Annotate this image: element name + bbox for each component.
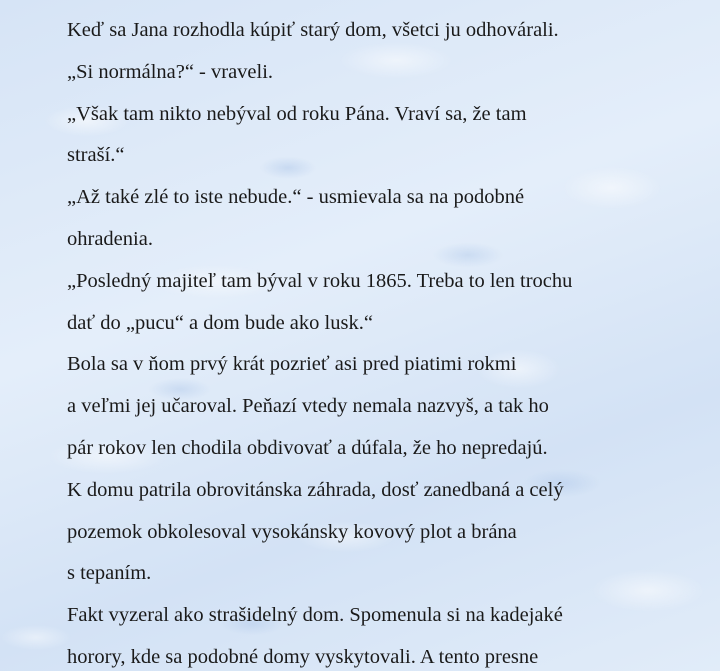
- text-line: Keď sa Jana rozhodla kúpiť starý dom, všetci ju odhovárali.: [67, 19, 559, 41]
- text-line: pár rokov len chodila obdivovať a dúfala, že ho nepredajú.: [67, 436, 548, 459]
- text-line: K domu patrila obrovitánska záhrada, dosť zanedbaná a celý: [67, 478, 564, 501]
- text-line: straší.“: [67, 144, 125, 167]
- text-line: Bola sa v ňom prvý krát pozrieť asi pred piatimi rokmi: [67, 353, 517, 376]
- text-line: s tepaním.: [67, 562, 152, 585]
- text-line: „Posledný majiteľ tam býval v roku 1865. Treba to len trochu: [67, 269, 573, 292]
- text-line: dať do „pucu“ a dom bude ako lusk.“: [67, 311, 373, 334]
- text-line: Fakt vyzeral ako strašidelný dom. Spomenula si na kadejaké: [67, 604, 563, 627]
- document-text-body: [67, 10, 707, 671]
- text-line: „Až také zlé to iste nebude.“ - usmievala sa na podobné: [67, 186, 525, 209]
- text-line: horory, kde sa podobné domy vyskytovali. A tento presne: [67, 645, 539, 668]
- text-line: „Však tam nikto nebýval od roku Pána. Vraví sa, že tam: [67, 102, 527, 125]
- text-line: a veľmi jej učaroval. Peňazí vtedy nemala nazvyš, a tak ho: [67, 395, 549, 418]
- text-line: ohradenia.: [67, 227, 153, 250]
- text-line: pozemok obkolesoval vysokánsky kovový plot a brána: [67, 520, 517, 543]
- text-line: „Si normálna?“ - vraveli.: [67, 60, 274, 83]
